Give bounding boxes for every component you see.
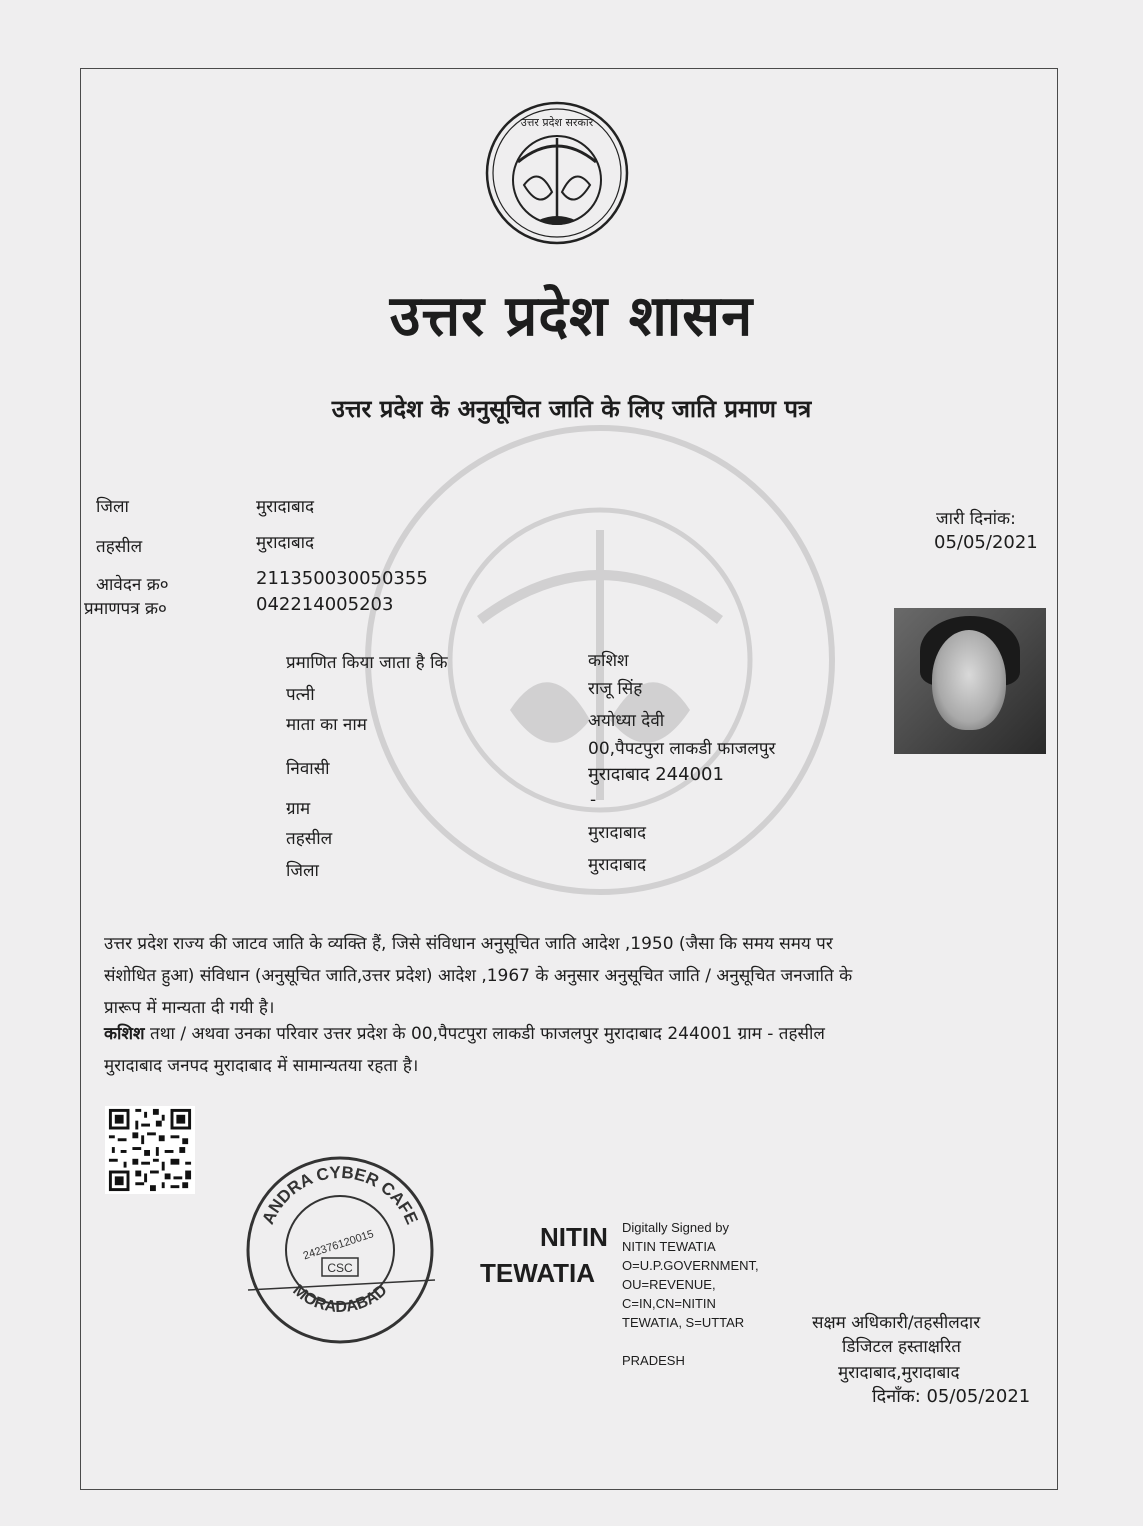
cyber-cafe-stamp-icon <box>240 1150 440 1350</box>
tehsil-label: तहसील <box>96 537 143 557</box>
body-p2-line1: तथा / अथवा उनका परिवार उत्तर प्रदेश के 00,पैपटपुरा लाकडी फाजलपुर मुरादाबाद 244001 ग्राम - तहसील <box>150 1024 825 1044</box>
stamp-number: 242376120015 <box>301 1228 376 1263</box>
details-tehsil-value: मुरादाबाद <box>588 823 647 843</box>
resident-line2: मुरादाबाद 244001 <box>588 764 724 785</box>
stamp-outer-text: ANDRA CYBER CAFE <box>258 1162 422 1228</box>
application-number-label: आवेदन क्र० <box>96 575 169 595</box>
body-p1-line1: उत्तर प्रदेश राज्य की जाटव जाति के व्यक्ति हैं, जिसे संविधान अनुसूचित जाति आदेश ,1950 (जैसा कि समय समय पर <box>104 934 833 954</box>
village-value: - <box>590 790 597 810</box>
resident-label: निवासी <box>286 759 330 779</box>
sig-detail-4: OU=REVENUE, <box>622 1277 716 1292</box>
spouse-value: राजू सिंह <box>588 679 643 699</box>
body-p1-line3: प्रारूप में मान्यता दी गयी है। <box>104 998 275 1018</box>
sig-detail-7 <box>622 1332 759 1351</box>
body-paragraph-1 <box>104 928 1004 1024</box>
certificate-number-value: 042214005203 <box>256 594 394 615</box>
district-label: जिला <box>96 497 129 517</box>
issue-date-value: 05/05/2021 <box>934 532 1038 553</box>
officer-title: सक्षम अधिकारी/तहसीलदार <box>812 1313 981 1333</box>
details-district-label: जिला <box>286 861 319 881</box>
body-p2-name: कशिश <box>104 1024 145 1044</box>
qr-code-icon <box>105 1106 195 1194</box>
tehsil-value: मुरादाबाद <box>256 533 315 553</box>
spouse-label: पत्नी <box>286 685 315 705</box>
sig-detail-1: Digitally Signed by <box>622 1220 729 1235</box>
up-government-emblem-icon <box>484 100 630 246</box>
mother-label: माता का नाम <box>286 715 367 735</box>
digital-signature-details <box>622 1218 759 1370</box>
applicant-photo <box>894 608 1046 754</box>
mother-value: अयोध्या देवी <box>588 711 665 731</box>
sig-detail-5: C=IN,CN=NITIN <box>622 1296 716 1311</box>
sig-detail-6: TEWATIA, S=UTTAR <box>622 1315 745 1330</box>
body-p2-line2: मुरादाबाद जनपद मुरादाबाद में सामान्यतया रहता है। <box>104 1056 419 1076</box>
page-title: उत्तर प्रदेश शासन <box>389 283 754 349</box>
body-p1-line2: संशोधित हुआ) संविधान (अनुसूचित जाति,उत्तर प्रदेश) आदेश ,1967 के अनुसार अनुसूचित जाति / अनुसूचित जनजाति के <box>104 966 853 986</box>
certificate-number-label: प्रमाणपत्र क्र० <box>84 599 167 619</box>
details-tehsil-label: तहसील <box>286 829 333 849</box>
village-label: ग्राम <box>286 799 311 819</box>
officer-signed: डिजिटल हस्ताक्षरित <box>842 1337 961 1357</box>
issue-date-label: जारी दिनांक: <box>936 509 1016 529</box>
resident-line1: 00,पैपटपुरा लाकडी फाजलपुर <box>588 739 776 759</box>
certified-value: कशिश <box>588 651 629 671</box>
application-number-value: 211350030050355 <box>256 568 428 589</box>
certified-label: प्रमाणित किया जाता है कि <box>286 653 448 673</box>
sig-detail-2: NITIN TEWATIA <box>622 1239 716 1254</box>
stamp-bottom-text: MORADABAD <box>289 1281 391 1316</box>
emblem-caption: उत्तर प्रदेश सरकार <box>520 116 594 129</box>
district-value: मुरादाबाद <box>256 497 315 517</box>
signer-name-line2: TEWATIA <box>480 1258 596 1288</box>
sig-detail-3: O=U.P.GOVERNMENT, <box>622 1258 759 1273</box>
photo-face <box>932 630 1006 730</box>
body-paragraph-2 <box>104 1018 1004 1082</box>
details-district-value: मुरादाबाद <box>588 855 647 875</box>
officer-location: मुरादाबाद,मुरादाबाद <box>838 1363 960 1383</box>
stamp-center-text: CSC <box>327 1261 353 1275</box>
sig-detail-8: PRADESH <box>622 1353 685 1368</box>
signer-name-line1: NITIN <box>540 1222 608 1252</box>
officer-date: दिनाँक: 05/05/2021 <box>872 1386 1031 1407</box>
page-subtitle: उत्तर प्रदेश के अनुसूचित जाति के लिए जाति प्रमाण पत्र <box>331 395 812 423</box>
